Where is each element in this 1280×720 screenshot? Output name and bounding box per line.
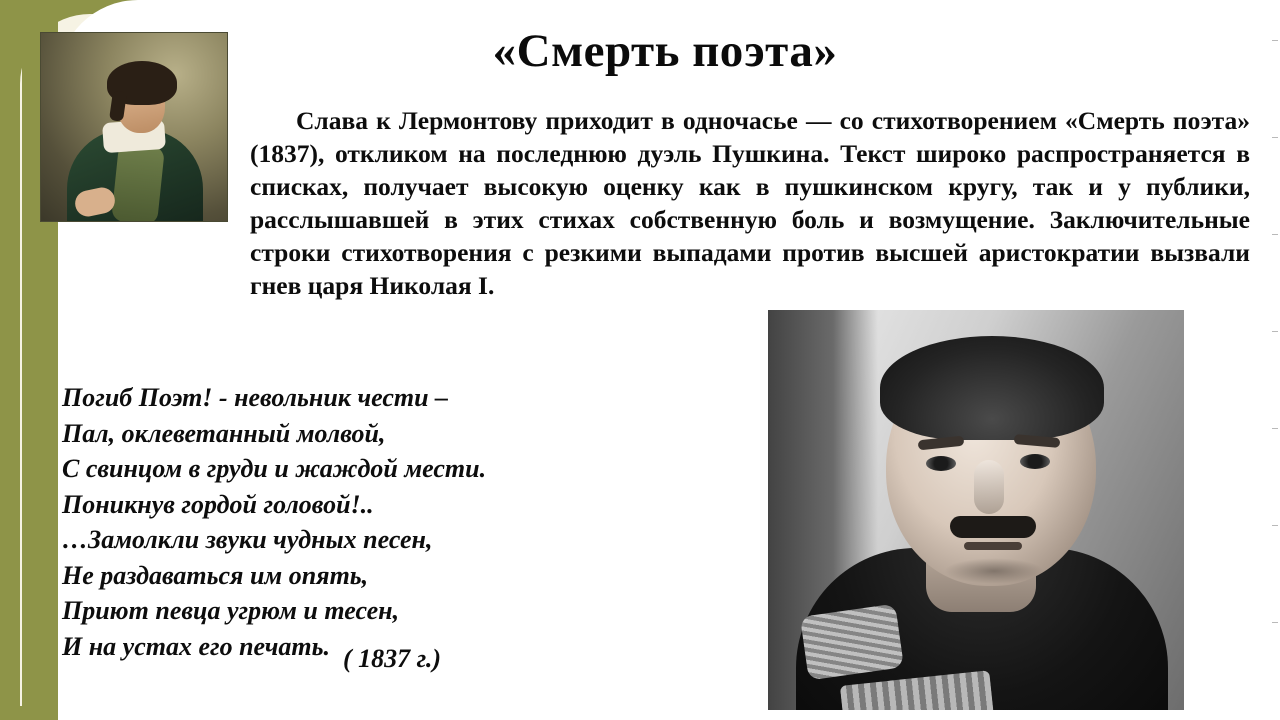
portrait-lermontov-mustache xyxy=(950,516,1036,538)
poem-line: Не раздаваться им опять, xyxy=(62,560,369,590)
poem-line: Погиб Поэт! - невольник чести – xyxy=(62,383,449,412)
portrait-pushkin xyxy=(40,32,228,222)
portrait-lermontov-mouth xyxy=(964,542,1022,550)
page-edge-ticks xyxy=(1272,40,1278,680)
portrait-lermontov-epaulette xyxy=(800,604,904,681)
poem-line: И на устах его печать. xyxy=(62,631,331,661)
portrait-lermontov xyxy=(768,310,1184,710)
portrait-lermontov-hair xyxy=(880,336,1104,440)
body-paragraph: Слава к Лермонтову приходит в одночасье — со стихотворением «Смерть поэта» (1837), откликом на последнюю дуэль Пушкина. Текст широко распространяется в списках, получает высокую оценку как в пушкинском кругу, так и у публики, расслышавшей в этих стихах собственную боль и возмущение. Заключительные строки стихотворения с резкими выпадами против высшей аристократии вызвали гнев царя Николая I. xyxy=(250,106,1250,300)
poem-block xyxy=(62,380,722,664)
poem-line: Поникнув гордой головой!.. xyxy=(62,489,374,519)
poem-line: …Замолкли звуки чудных песен, xyxy=(62,525,433,554)
portrait-lermontov-chin-shadow xyxy=(944,558,1044,584)
portrait-lermontov-eye-right xyxy=(1020,454,1050,469)
page-title: «Смерть поэта» xyxy=(492,25,838,77)
poem-line: С свинцом в груди и жаждой мести. xyxy=(62,454,487,483)
poem-line: Приют певца угрюм и тесен, xyxy=(62,596,400,625)
portrait-pushkin-scarf xyxy=(111,143,165,222)
poem-line: Пал, оклеветанный молвой, xyxy=(62,418,386,448)
portrait-lermontov-eye-left xyxy=(926,456,956,471)
portrait-lermontov-nose xyxy=(974,460,1004,514)
poem-date: ( 1837 г.) xyxy=(342,644,442,673)
